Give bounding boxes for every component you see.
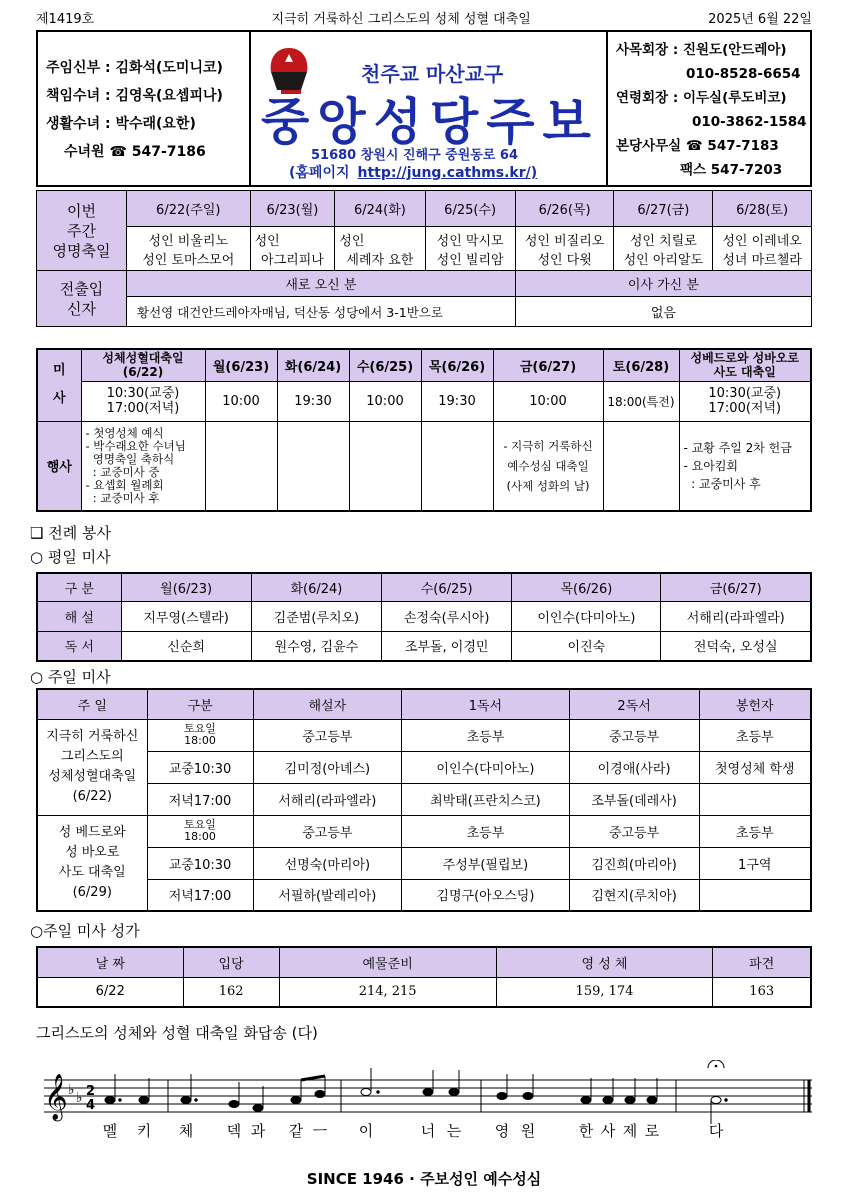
svg-text:는: 는: [446, 1122, 462, 1140]
mass-day: 토(6/28): [603, 349, 679, 381]
saints-cell: 성인 비질리오 성인 다윗: [515, 227, 614, 271]
table-cell: 서해리(라파엘라): [661, 601, 811, 631]
svg-text:♭: ♭: [76, 1090, 83, 1106]
table-cell: 214, 215: [279, 977, 496, 1007]
sunday-service-table: [36, 688, 812, 912]
table-cell: 1구역: [699, 847, 811, 879]
table-cell: 주성부(필립보): [402, 847, 570, 879]
svg-text:ㅡ: ㅡ: [312, 1122, 328, 1140]
table-cell: 162: [183, 977, 279, 1007]
table-cell: [699, 783, 811, 815]
col-header: 구 분: [37, 573, 121, 601]
table-cell: 전덕숙, 오성실: [661, 631, 811, 661]
svg-text:사: 사: [600, 1122, 616, 1140]
mass-time: 19:30: [421, 381, 493, 421]
mass-day: 성체성혈대축일 (6/22): [81, 349, 205, 381]
table-cell: 선명숙(마리아): [253, 847, 402, 879]
svg-text:4: 4: [86, 1098, 96, 1113]
new-members-head: 새로 오신 분: [127, 271, 516, 297]
section-sunday: ○ 주일 미사: [30, 668, 111, 686]
col-header: 해설자: [253, 689, 402, 719]
table-cell: 초등부: [699, 815, 811, 847]
day-header: 6/24(화): [335, 191, 425, 227]
section-hymns: ○주일 미사 성가: [30, 922, 140, 940]
convent-phone: 수녀원 ☎ 547-7186: [64, 144, 206, 160]
treble-clef-icon: 𝄞: [44, 1074, 68, 1120]
svg-text:♭: ♭: [68, 1082, 75, 1098]
mass-time: 10:00: [205, 381, 277, 421]
event-sunday: - 첫영성체 예식 - 박수래요한 수녀님 영명축일 축하식 : 교중미사 중 - 요셉회 월례회 : 교중미사 후: [81, 421, 205, 511]
svg-text:과: 과: [250, 1122, 266, 1140]
hymns-table: [36, 946, 812, 1008]
footer-motto: SINCE 1946 · 주보성인 예수성심: [306, 1170, 542, 1188]
table-cell: 중고등부: [253, 719, 402, 751]
issue-date: 2025년 6월 22일: [708, 12, 812, 27]
contact-info: [608, 32, 810, 185]
mass-time: 19:30: [277, 381, 349, 421]
col-header: 영 성 체: [496, 947, 713, 977]
table-cell: 김현지(루치아): [569, 879, 699, 911]
table-cell: 조부돌, 이경민: [382, 631, 512, 661]
svg-text:한: 한: [578, 1122, 594, 1140]
col-header: 2독서: [569, 689, 699, 719]
music-staff: [36, 1060, 812, 1150]
council-president: 사목회장 : 진원도(안드레아): [616, 42, 787, 58]
mass-time: 10:30(교중) 17:00(저녁): [81, 381, 205, 421]
saints-cell: 성인 아그리피나: [250, 227, 335, 271]
mass-schedule: [36, 348, 812, 512]
mass-label: 미 사: [37, 349, 81, 421]
living-sister: 생활수녀 : 박수래(요한): [46, 116, 196, 132]
svg-text:이: 이: [358, 1122, 374, 1140]
top-line: [36, 8, 812, 27]
svg-text:원: 원: [520, 1122, 536, 1140]
svg-text:다: 다: [708, 1122, 724, 1140]
table-cell: 서해리(라파엘라): [253, 783, 402, 815]
table-cell: 조부돌(데레사): [569, 783, 699, 815]
table-cell: 이진숙: [512, 631, 661, 661]
section-weekday: ○ 평일 미사: [30, 548, 111, 566]
masthead: [36, 30, 812, 187]
mass-slot: 교중10:30: [147, 751, 253, 783]
day-header: 6/25(수): [425, 191, 515, 227]
table-cell: 이인수(다미아노): [402, 751, 570, 783]
mass-slot: 토요일 18:00: [147, 815, 253, 847]
col-header: 봉헌자: [699, 689, 811, 719]
saints-cell: 성인 막시모 성인 빌리암: [425, 227, 515, 271]
diocese-name: 천주교 마산교구: [361, 62, 504, 86]
mass-slot: 저녁17:00: [147, 879, 253, 911]
funeral-president: 연령회장 : 이두실(루도비코): [616, 90, 787, 106]
col-header: 날 짜: [37, 947, 183, 977]
sunday-name: 지극히 거룩하신 그리스도의 성체성혈대축일 (6/22): [37, 719, 147, 815]
table-cell: 초등부: [699, 719, 811, 751]
table-cell: 초등부: [402, 719, 570, 751]
col-header: 목(6/26): [512, 573, 661, 601]
table-cell: 김진희(마리아): [569, 847, 699, 879]
sunday-name: 성 베드로와 성 바오로 사도 대축일 (6/29): [37, 815, 147, 911]
event-next-sunday: - 교황 주일 2차 헌금 - 요아킴회 : 교중미사 후: [679, 421, 811, 511]
mass-day: 화(6/24): [277, 349, 349, 381]
event-friday: - 지극히 거룩하신 예수성심 대축일 (사제 성화의 날): [493, 421, 603, 511]
table-cell: 김명구(아오스딩): [402, 879, 570, 911]
col-header: 금(6/27): [661, 573, 811, 601]
col-header: 1독서: [402, 689, 570, 719]
svg-text:제: 제: [622, 1122, 638, 1140]
mass-time: 10:30(교중) 17:00(저녁): [679, 381, 811, 421]
saints-cell: 성인 세례자 요한: [335, 227, 425, 271]
day-header: 6/22(주일): [127, 191, 251, 227]
day-header: 6/23(월): [250, 191, 335, 227]
table-cell: 신순희: [121, 631, 251, 661]
table-cell: 서필하(발레리아): [253, 879, 402, 911]
feast-title: 지극히 거룩하신 그리스도의 성체 성혈 대축일: [271, 12, 531, 27]
svg-text:2: 2: [86, 1084, 96, 1099]
col-header: 수(6/25): [382, 573, 512, 601]
psalm-title: 그리스도의 성체와 성혈 대축일 화답송 (다): [36, 1024, 318, 1042]
table-cell: 163: [713, 977, 811, 1007]
table-cell: 159, 174: [496, 977, 713, 1007]
homepage: (홈페이지 http://jung.cathms.kr/): [289, 165, 538, 181]
svg-text:덱: 덱: [226, 1122, 242, 1140]
fax: 팩스 547-7203: [680, 162, 783, 178]
table-cell: 6/22: [37, 977, 183, 1007]
col-header: 입당: [183, 947, 279, 977]
pastor: 주임신부 : 김화석(도미니코): [46, 60, 223, 76]
mass-day: 수(6/25): [349, 349, 421, 381]
svg-text:영: 영: [494, 1122, 510, 1140]
saints-table: [36, 190, 812, 327]
lyrics: [103, 1122, 724, 1140]
table-cell: 김미정(아녜스): [253, 751, 402, 783]
row-header: 독 서: [37, 631, 121, 661]
mass-time: 10:00: [349, 381, 421, 421]
moved-members: 없음: [515, 297, 811, 327]
event-label: 행사: [37, 421, 81, 511]
col-header: 구분: [147, 689, 253, 719]
table-cell: 초등부: [402, 815, 570, 847]
mass-slot: 교중10:30: [147, 847, 253, 879]
table-cell: 지무영(스텔라): [121, 601, 251, 631]
day-header: 6/26(목): [515, 191, 614, 227]
saints-cell: 성인 비울리노 성인 토마스모어: [127, 227, 251, 271]
issue-number: 제1419호: [36, 12, 95, 27]
table-cell: 중고등부: [569, 815, 699, 847]
table-cell: 이경애(사라): [569, 751, 699, 783]
saints-cell: 성인 치릴로 성인 아리알도: [614, 227, 713, 271]
svg-text:너: 너: [420, 1122, 436, 1140]
church-address: 51680 창원시 진해구 중원동로 64: [311, 148, 519, 163]
funeral-phone: 010-3862-1584: [692, 114, 807, 130]
homepage-link[interactable]: http://jung.cathms.kr/): [357, 165, 538, 181]
svg-text:로: 로: [644, 1122, 660, 1140]
table-cell: 원수영, 김윤수: [251, 631, 381, 661]
mass-day: 목(6/26): [421, 349, 493, 381]
day-header: 6/28(토): [713, 191, 812, 227]
table-cell: 최박태(프란치스코): [402, 783, 570, 815]
mass-slot: 저녁17:00: [147, 783, 253, 815]
day-header: 6/27(금): [614, 191, 713, 227]
section-liturgy: ❑ 전례 봉사: [30, 524, 111, 542]
mass-day: 성베드로와 성바오로 사도 대축일: [679, 349, 811, 381]
moved-members-head: 이사 가신 분: [515, 271, 811, 297]
svg-text:같: 같: [288, 1122, 304, 1140]
table-cell: 김준범(루치오): [251, 601, 381, 631]
table-cell: 첫영성체 학생: [699, 751, 811, 783]
saints-cell: 성인 이레네오 성녀 마르첼라: [713, 227, 812, 271]
moves-label: 전출입 신자: [37, 271, 127, 327]
masthead-title: [251, 32, 608, 185]
svg-text:체: 체: [178, 1122, 194, 1140]
bulletin-title: 중앙성당주보: [261, 93, 599, 151]
table-cell: [699, 879, 811, 911]
row-header: 해 설: [37, 601, 121, 631]
col-header: 예물준비: [279, 947, 496, 977]
clergy-info: [38, 32, 251, 185]
table-cell: 손정숙(루시아): [382, 601, 512, 631]
table-cell: 이인수(다미아노): [512, 601, 661, 631]
col-header: 월(6/23): [121, 573, 251, 601]
col-header: 주 일: [37, 689, 147, 719]
mass-slot: 토요일 18:00: [147, 719, 253, 751]
head-sister: 책임수녀 : 김영옥(요셉피나): [46, 88, 223, 104]
table-cell: 중고등부: [253, 815, 402, 847]
weekday-service-table: [36, 572, 812, 662]
col-header: 화(6/24): [251, 573, 381, 601]
mass-time: 10:00: [493, 381, 603, 421]
svg-text:키: 키: [136, 1122, 152, 1140]
table-cell: 중고등부: [569, 719, 699, 751]
office-phone: 본당사무실 ☎ 547-7183: [616, 138, 779, 154]
col-header: 파견: [713, 947, 811, 977]
new-members: 황선영 대건안드레아자매님, 덕산동 성당에서 3-1반으로: [127, 297, 516, 327]
mass-day: 월(6/23): [205, 349, 277, 381]
council-phone: 010-8528-6654: [686, 66, 801, 82]
saints-label: 이번 주간 영명축일: [37, 191, 127, 271]
svg-text:멜: 멜: [102, 1122, 118, 1140]
mass-day: 금(6/27): [493, 349, 603, 381]
mass-time: 18:00(특전): [603, 381, 679, 421]
